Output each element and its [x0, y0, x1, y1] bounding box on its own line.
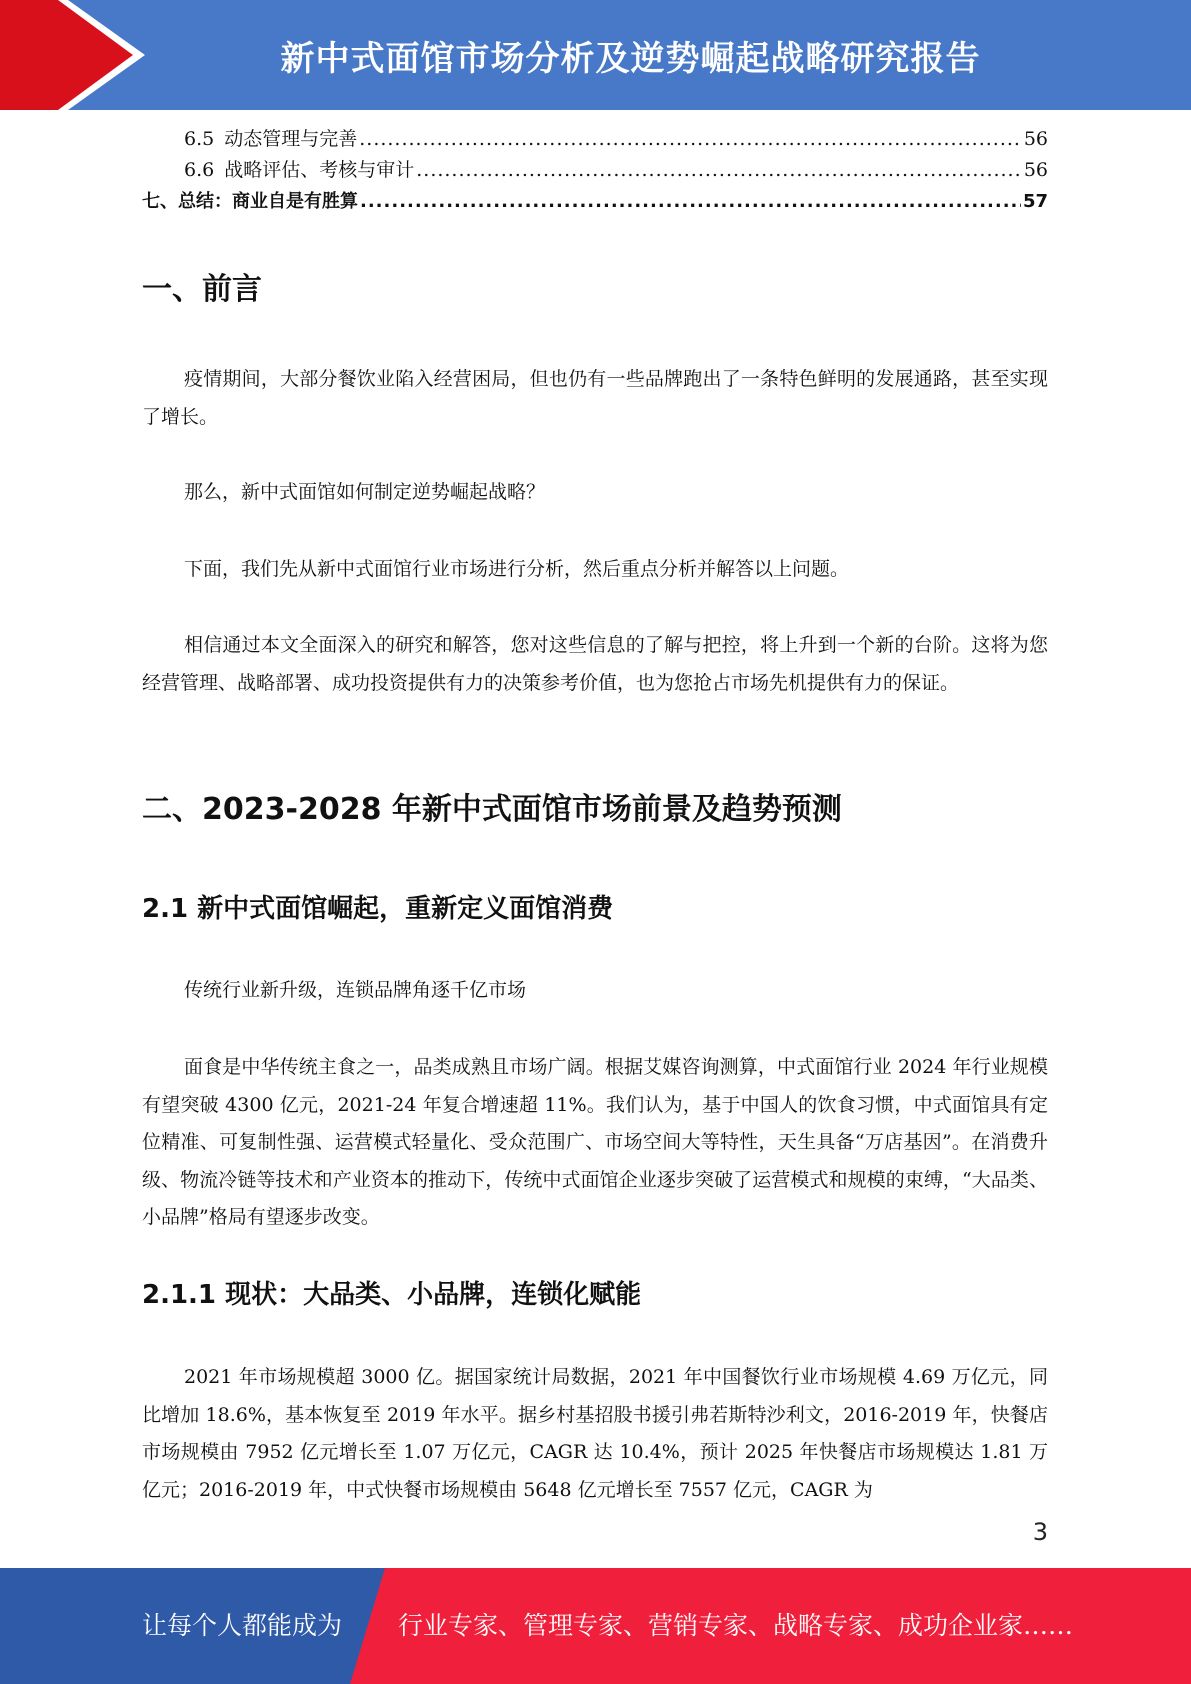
- footer-slogan-right: 行业专家、管理专家、营销专家、战略专家、成功企业家……: [398, 1611, 1074, 1640]
- paragraph: 下面，我们先从新中式面馆行业市场进行分析，然后重点分析并解答以上问题。: [184, 558, 850, 580]
- paragraph: 传统行业新升级，连锁品牌角逐千亿市场: [184, 979, 527, 1001]
- header-title: 新中式面馆市场分析及逆势崛起战略研究报告: [280, 38, 981, 79]
- page-number: 3: [1032, 1518, 1048, 1546]
- toc-entry[interactable]: [142, 124, 1048, 155]
- toc-leader-dots: [359, 124, 1022, 155]
- toc-entry-page: 57: [1022, 191, 1048, 212]
- page-footer: [0, 1568, 1191, 1684]
- subsection-heading: 2.1.1 现状：大品类、小品牌，连锁化赋能: [142, 1280, 642, 1310]
- toc-leader-dots: [360, 186, 1021, 217]
- page-header: [0, 0, 1191, 110]
- toc-entry[interactable]: [142, 186, 1048, 217]
- header-arrow-decoration: [0, 0, 145, 110]
- paragraph: 2021 年市场规模超 3000 亿。据国家统计局数据，2021 年中国餐饮行业市场规模 4.69 万亿元，同比增加 18.6%，基本恢复至 2019 年水平。据乡村基招股书援引弗若斯特沙利文，2016-2019 年，快餐店市场规模由 7952 亿元增长至 1.07 万亿元，CAGR 达 10.4%，预计 2025 年快餐店市场规模达 1.81 万亿元；2016-2019 年，中式快餐市场规模由 5648 亿元增长至 7557 亿元，CAGR 为: [142, 1366, 1048, 1501]
- toc-entry-label: 动态管理与完善: [224, 128, 358, 150]
- section-heading-forecast: 二、2023-2028 年新中式面馆市场前景及趋势预测: [142, 792, 842, 827]
- table-of-contents: [142, 124, 1048, 217]
- paragraph: 那么，新中式面馆如何制定逆势崛起战略？: [184, 481, 546, 503]
- toc-entry-label: 战略评估、考核与审计: [224, 159, 415, 181]
- toc-leader-dots: [416, 155, 1022, 186]
- subsection-heading: 2.1 新中式面馆崛起，重新定义面馆消费: [142, 894, 614, 924]
- footer-slogan-left: 让每个人都能成为: [142, 1611, 343, 1640]
- toc-entry-number: 6.5: [184, 128, 215, 150]
- toc-entry-number: 6.6: [184, 159, 215, 181]
- toc-entry-page: 56: [1023, 128, 1048, 150]
- paragraph: 相信通过本文全面深入的研究和解答，您对这些信息的了解与把控，将上升到一个新的台阶。这将为您经营管理、战略部署、成功投资提供有力的决策参考价值，也为您抢占市场先机提供有力的保证。: [142, 634, 1048, 694]
- paragraph: 疫情期间，大部分餐饮业陷入经营困局，但也仍有一些品牌跑出了一条特色鲜明的发展通路，甚至实现了增长。: [142, 368, 1048, 428]
- paragraph: 面食是中华传统主食之一，品类成熟且市场广阔。根据艾媒咨询测算，中式面馆行业 2024 年行业规模有望突破 4300 亿元，2021-24 年复合增速超 11%。我们认为，基于中国人的饮食习惯，中式面馆具有定位精准、可复制性强、运营模式轻量化、受众范围广、市场空间大等特性，天生具备“万店基因”。在消费升级、物流冷链等技术和产业资本的推动下，传统中式面馆企业逐步突破了运营模式和规模的束缚，“大品类、小品牌”格局有望逐步改变。: [142, 1056, 1048, 1228]
- document-body: [142, 124, 1048, 1501]
- section-heading-preface: 一、前言: [142, 272, 262, 307]
- toc-entry-page: 56: [1023, 159, 1048, 181]
- toc-entry-label: 七、总结：商业自是有胜算: [142, 191, 358, 212]
- toc-entry[interactable]: [142, 155, 1048, 186]
